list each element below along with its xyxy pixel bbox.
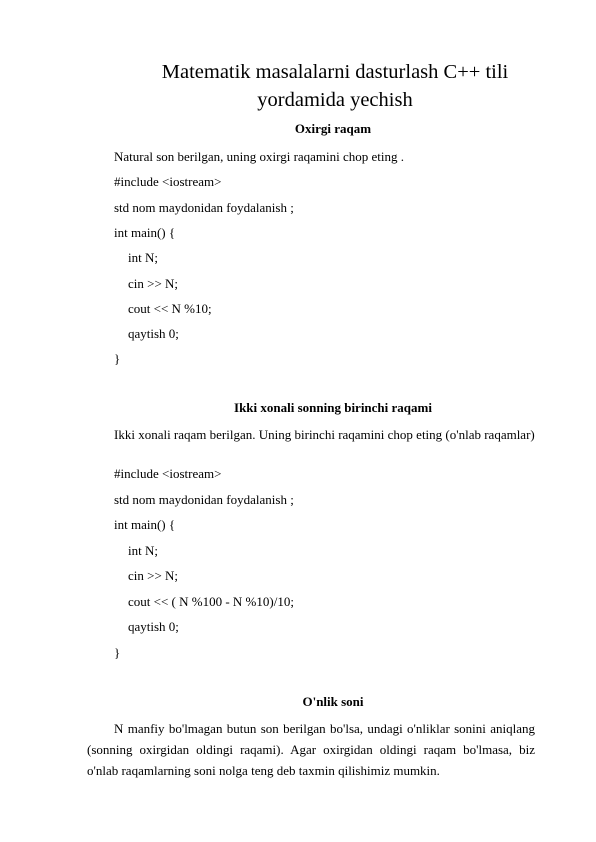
code-line: cout << N %10; [128, 301, 212, 316]
code-line: cin >> N; [128, 276, 179, 291]
code-line: #include <iostream> [114, 466, 222, 481]
section-heading-oxirgi-raqam: Oxirgi raqam [294, 121, 372, 136]
document-title-line-2: yordamida yechish [257, 89, 413, 111]
section3-paragraph: N manfiy bo'lmagan butun son berilgan bo'lsa, undagi o'nliklar sonini aniqlang (sonning oxirgidan oldingi raqami). Agar oxirgidan oldingi raqam bo'lmasa, biz o'nlab raqamlarning soni nolga teng deb taxmin qilishimiz mumkin. [87, 721, 535, 778]
section-heading-onlik-soni: O'nlik soni [302, 694, 364, 709]
code-line: cin >> N; [128, 568, 179, 583]
code-line: qaytish 0; [128, 326, 179, 341]
code-line: int main() { [114, 517, 176, 532]
code-line: } [114, 645, 121, 660]
document-title-line-1: Matematik masalalarni dasturlash C++ tili [161, 61, 509, 83]
code-line: #include <iostream> [114, 174, 222, 189]
code-line: int N; [128, 250, 158, 265]
section-heading-ikki-xonali: Ikki xonali sonning birinchi raqami [234, 400, 432, 415]
code-line: std nom maydonidan foydalanish ; [114, 200, 294, 215]
code-line: } [114, 351, 121, 366]
section2-description: Ikki xonali raqam berilgan. Uning birinchi raqamini chop eting (o'nlab raqamlar) [114, 427, 535, 442]
code-line: int N; [128, 543, 158, 558]
code-line: int main() { [114, 225, 176, 240]
code-line: cout << ( N %100 - N %10)/10; [128, 594, 294, 609]
code-line: std nom maydonidan foydalanish ; [114, 492, 294, 507]
code-line: qaytish 0; [128, 619, 179, 634]
section1-description: Natural son berilgan, uning oxirgi raqamini chop eting . [114, 149, 405, 164]
